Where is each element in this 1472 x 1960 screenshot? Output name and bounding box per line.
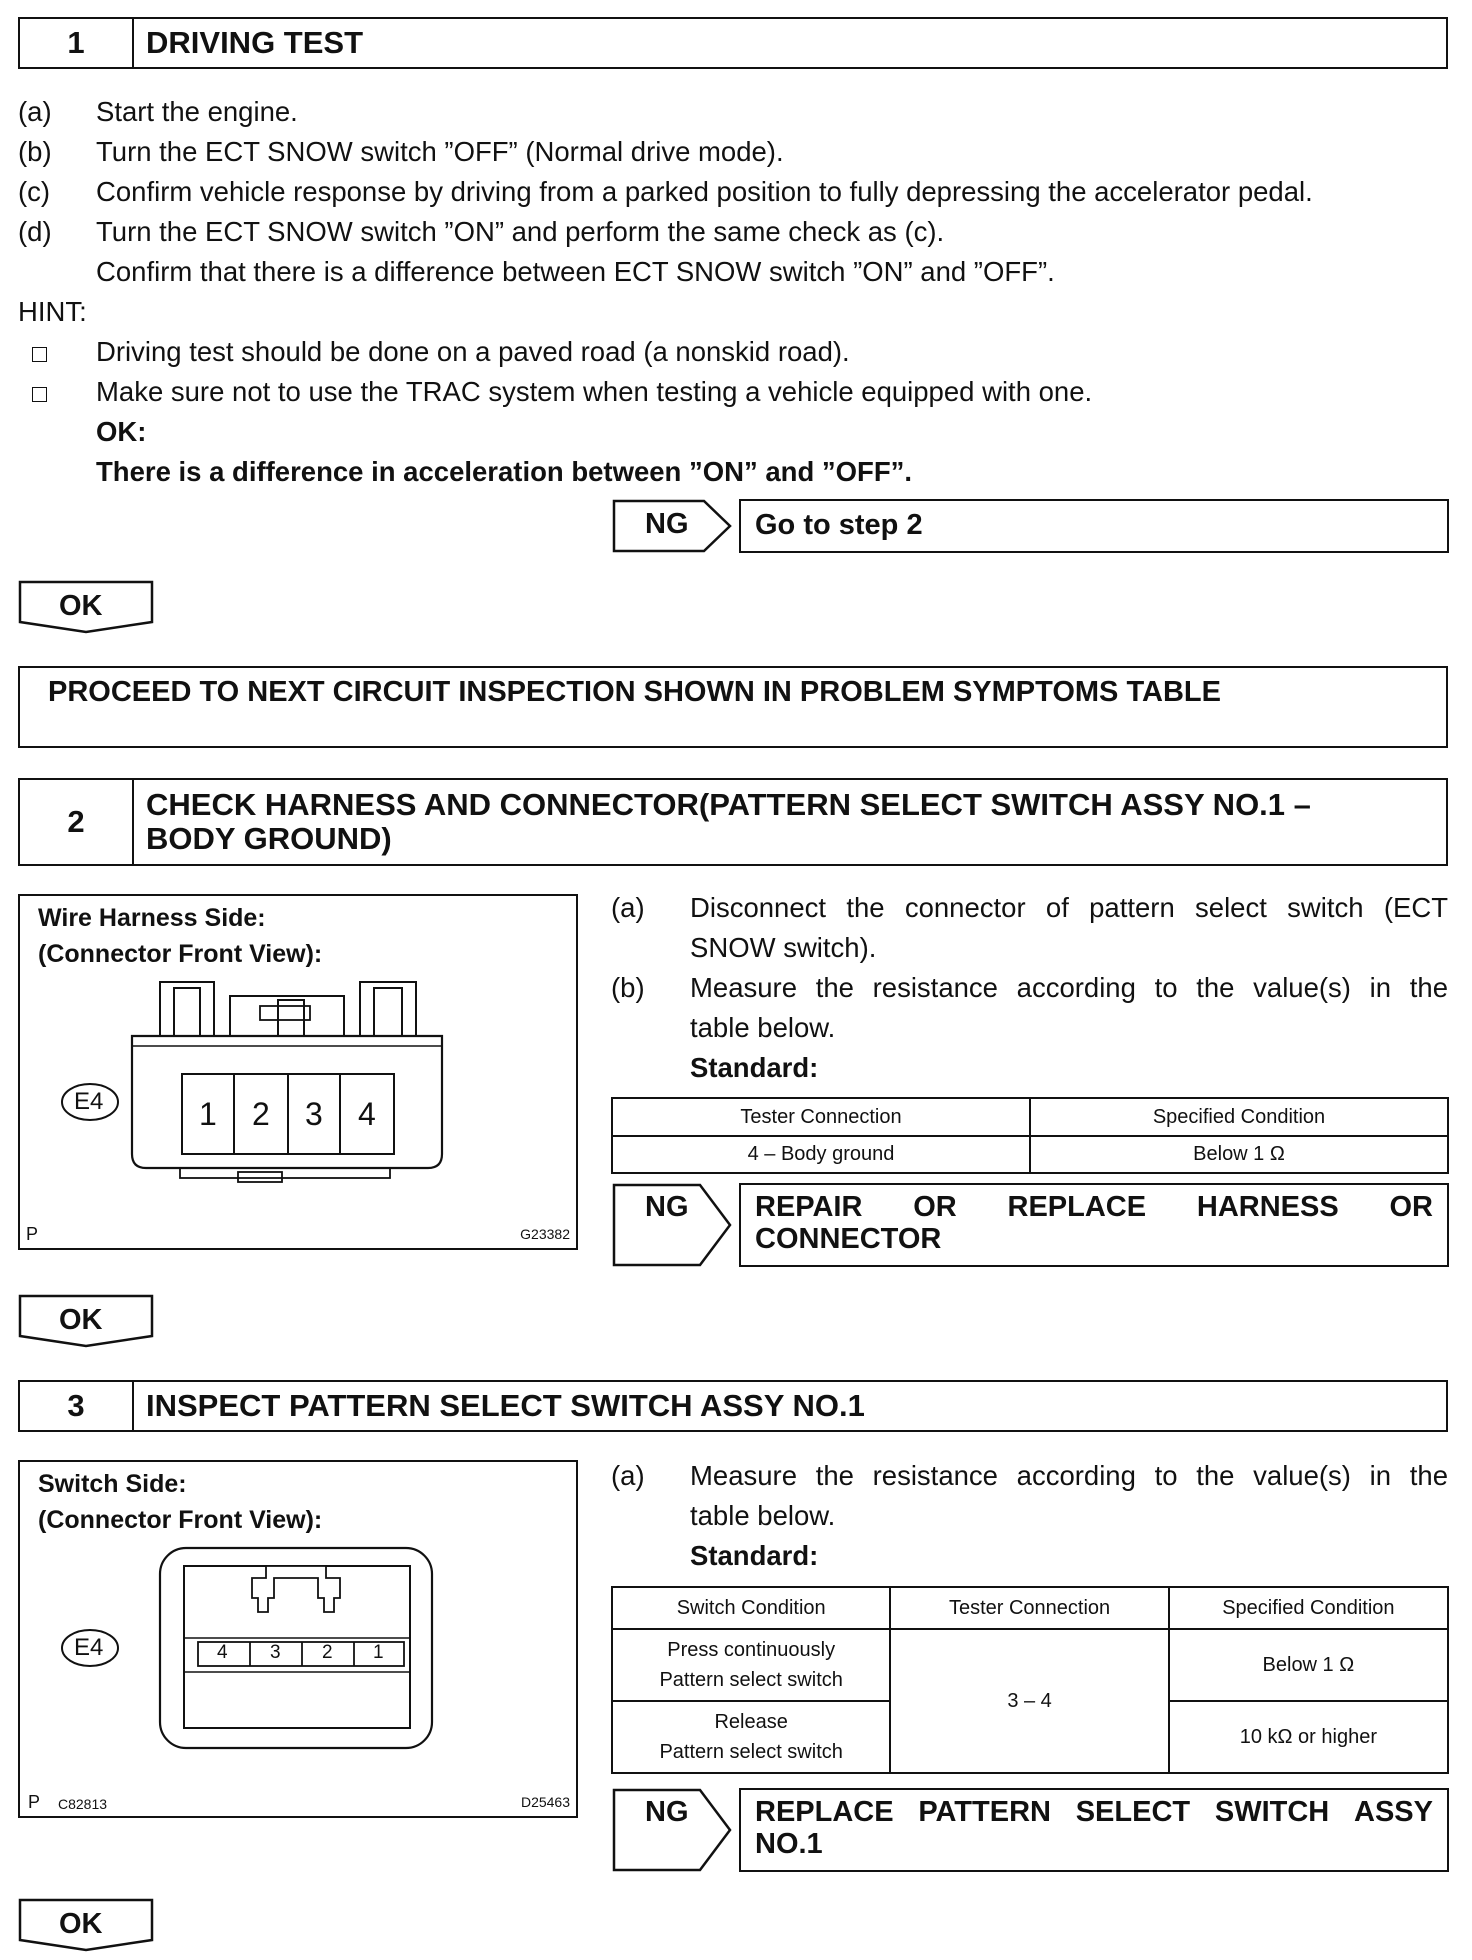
bullet-square-icon: [32, 347, 47, 362]
ng-label: NG: [645, 1191, 689, 1223]
ng-result-word: REPLACE: [1007, 1191, 1147, 1223]
ng-result-line: NO.1: [755, 1828, 823, 1860]
item-text: Measure the resistance according to the value(s) in the: [690, 1460, 1448, 1491]
ng-result-word: OR: [913, 1191, 957, 1223]
item-text: Turn the ECT SNOW switch ”OFF” (Normal drive mode).: [96, 136, 784, 167]
ng-result-word: SELECT: [1075, 1796, 1191, 1828]
item-label: (a): [611, 892, 645, 923]
cell-line: Release: [714, 1711, 788, 1733]
item-label: (b): [18, 136, 52, 167]
table-header: Tester Connection: [890, 1587, 1168, 1629]
connector-diagram: [20, 1462, 576, 1816]
item-label: (b): [611, 972, 645, 1003]
item-label: (d): [18, 216, 52, 247]
spec-table: [611, 1097, 1449, 1174]
table-header: Specified Condition: [1169, 1587, 1448, 1629]
ng-label: NG: [645, 508, 689, 540]
item-label: (c): [18, 176, 51, 207]
cell-line: Pattern select switch: [659, 1741, 843, 1763]
hint-text: Driving test should be done on a paved road (a nonskid road).: [96, 336, 850, 367]
ok-label: OK: [59, 1304, 103, 1336]
ng-result-box: [739, 1183, 1449, 1267]
ng-result-line: [755, 1191, 1433, 1224]
item-label: (a): [611, 1460, 645, 1491]
table-cell: [612, 1629, 890, 1701]
step-3-header: [18, 1380, 1448, 1432]
ng-result-line: CONNECTOR: [755, 1223, 942, 1255]
cell-line: Pattern select switch: [659, 1669, 843, 1691]
figure-code: G23382: [520, 1226, 570, 1242]
ok-label: OK: [59, 590, 103, 622]
item-text: Start the engine.: [96, 96, 298, 127]
ng-label: NG: [645, 1796, 689, 1828]
table-cell: 10 kΩ or higher: [1169, 1701, 1448, 1773]
figure-subtitle: (Connector Front View):: [38, 1506, 323, 1534]
item-continuation: Confirm that there is a difference between ECT SNOW switch ”ON” and ”OFF”.: [96, 256, 1055, 287]
item-text: Disconnect the connector of pattern select switch (ECT: [690, 892, 1448, 923]
ng-result-box: [739, 1788, 1449, 1872]
ng-result-line: [755, 1796, 1433, 1829]
standard-label: Standard:: [690, 1052, 819, 1083]
ng-result-word: OR: [1389, 1191, 1433, 1223]
figure-title: Switch Side:: [38, 1470, 187, 1498]
pin-label: 2: [322, 1642, 333, 1663]
pin-label: 2: [252, 1096, 270, 1132]
step-title-line: BODY GROUND): [146, 821, 392, 856]
item-text: Confirm vehicle response by driving from a parked position to fully depressing the accelerator pedal.: [96, 176, 1313, 207]
step-number: 2: [20, 780, 134, 864]
step-number: 1: [20, 19, 134, 67]
ng-result-word: PATTERN: [918, 1796, 1051, 1828]
connector-figure: [18, 894, 578, 1250]
step-title: INSPECT PATTERN SELECT SWITCH ASSY NO.1: [146, 1388, 865, 1423]
table-header: Switch Condition: [612, 1587, 890, 1629]
ng-result-word: SWITCH: [1214, 1796, 1330, 1828]
hint-label: HINT:: [18, 296, 87, 327]
step-1-header: [18, 17, 1448, 69]
ok-label: OK: [59, 1908, 103, 1940]
table-cell: Below 1 Ω: [1030, 1136, 1448, 1173]
connector-id: E4: [74, 1088, 104, 1115]
connector-figure: [18, 1460, 578, 1818]
table-cell: [612, 1701, 890, 1773]
item-text: Turn the ECT SNOW switch ”ON” and perform the same check as (c).: [96, 216, 945, 247]
table-header: Specified Condition: [1030, 1098, 1448, 1136]
pin-label: 1: [199, 1096, 217, 1132]
pin-label: 3: [305, 1096, 323, 1132]
item-label: (a): [18, 96, 52, 127]
ng-result-text: Go to step 2: [755, 509, 923, 541]
ng-result-word: HARNESS: [1196, 1191, 1339, 1223]
step-title: DRIVING TEST: [146, 25, 364, 60]
pin-label: 1: [373, 1642, 384, 1663]
item-text-continuation: table below.: [690, 1012, 836, 1043]
step-title: [146, 780, 1434, 864]
pin-label: 4: [358, 1096, 376, 1132]
step-title-line: CHECK HARNESS AND CONNECTOR(PATTERN SELECT SWITCH ASSY NO.1 –: [146, 787, 1311, 822]
bullet-square-icon: [32, 387, 47, 402]
item-text-continuation: table below.: [690, 1500, 836, 1531]
figure-code: C82813: [58, 1796, 108, 1812]
item-text-continuation: SNOW switch).: [690, 932, 877, 963]
ng-result-word: REPLACE: [755, 1796, 894, 1828]
ok-criteria-text: There is a difference in acceleration between ”ON” and ”OFF”.: [96, 456, 913, 487]
figure-code: D25463: [520, 1794, 570, 1810]
hint-text: Make sure not to use the TRAC system when testing a vehicle equipped with one.: [96, 376, 1093, 407]
table-cell: 3 – 4: [890, 1629, 1168, 1773]
table-cell: 4 – Body ground: [612, 1136, 1030, 1173]
connector-diagram: [20, 896, 576, 1248]
connector-id: E4: [74, 1634, 104, 1661]
step-2-header: [18, 778, 1448, 866]
proceed-box: [18, 666, 1448, 748]
ok-criteria-label: OK:: [96, 416, 147, 447]
ng-result-box: [739, 499, 1449, 553]
figure-title: Wire Harness Side:: [38, 904, 266, 932]
pin-label: 4: [217, 1642, 228, 1663]
ng-result-word: ASSY: [1354, 1796, 1433, 1828]
standard-label: Standard:: [690, 1540, 819, 1571]
table-header: Tester Connection: [612, 1098, 1030, 1136]
table-cell: Below 1 Ω: [1169, 1629, 1448, 1701]
spec-table: [611, 1586, 1449, 1774]
pin-label: 3: [270, 1642, 281, 1663]
figure-corner-left: P: [26, 1224, 39, 1244]
step-number: 3: [20, 1382, 134, 1430]
figure-subtitle: (Connector Front View):: [38, 940, 323, 968]
proceed-text: PROCEED TO NEXT CIRCUIT INSPECTION SHOWN IN PROBLEM SYMPTOMS TABLE: [48, 676, 1221, 708]
ng-result-word: REPAIR: [755, 1191, 863, 1223]
item-text: Measure the resistance according to the value(s) in the: [690, 972, 1448, 1003]
cell-line: Press continuously: [667, 1639, 836, 1661]
figure-corner-left: P: [28, 1792, 41, 1812]
